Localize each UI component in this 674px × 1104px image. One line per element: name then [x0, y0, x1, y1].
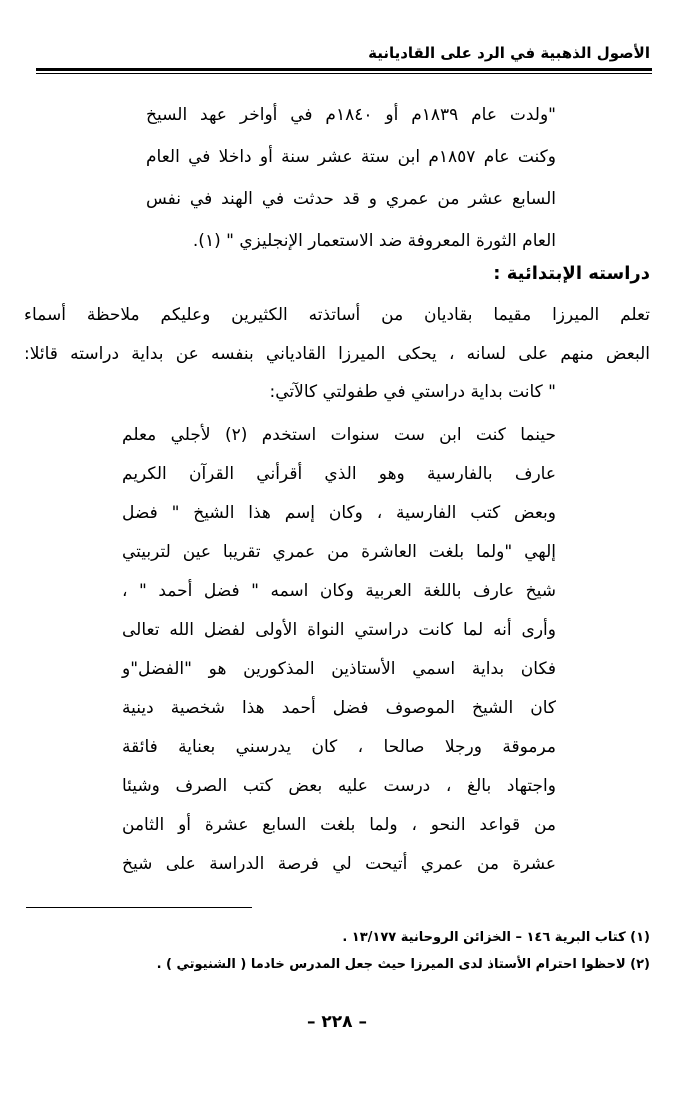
body-line-1: "ولدت عام ١٨٣٩م أو ١٨٤٠م في أواخر عهد السيخ [146, 105, 556, 125]
body-line-3: السابع عشر من عمري و قد حدثت في الهند في نفس [146, 189, 556, 209]
body-line-11: وبعض كتب الفارسية ، وكان إسم هذا الشيخ " فضل [122, 503, 556, 523]
body-line-16: كان الشيخ الموصوف فضل أحمد هذا شخصية دينية [122, 698, 556, 718]
body-line-13: شيخ عارف باللغة العربية وكان اسمه " فضل أحمد " ، [122, 581, 556, 601]
body-line-17: مرموقة ورجلا صالحا ، كان يدرسني بعناية فائقة [122, 737, 556, 757]
body-line-14: وأرى أنه لما كانت دراستي النواة الأولى لفضل الله تعالى [122, 620, 556, 640]
body-line-10: عارف بالفارسية وهو الذي أقرأني القرآن الكريم [122, 464, 556, 484]
section-heading: دراسته الإبتدائية : [493, 263, 650, 284]
body-line-18: واجتهاد بالغ ، درست عليه بعض كتب الصرف وشيئا [122, 776, 556, 796]
footnote-2: (٢) لاحظوا احترام الأستاذ لدى الميرزا حيث جعل المدرس خادما ( الشنيوتي ) . [156, 957, 650, 972]
footnote-separator [26, 907, 252, 908]
running-header-title: الأصول الذهبية في الرد على القاديانية [368, 44, 650, 62]
body-line-20: عشرة من عمري أتيحت لي فرصة الدراسة على شيخ [122, 854, 556, 874]
header-rule-thick [36, 68, 652, 71]
body-line-6: تعلم الميرزا مقيما بقاديان من أساتذته الكثيرين وعليكم ملاحظة أسماء [24, 305, 650, 325]
footnote-1: (١) كتاب البرية ١٤٦ – الخزائن الروحانية ١٣/١٧٧ . [342, 930, 650, 945]
body-line-9: حينما كنت ابن ست سنوات استخدم (٢) لأجلي معلم [122, 425, 556, 445]
body-line-7: البعض منهم على لسانه ، يحكى الميرزا القادياني بنفسه عن بداية دراسته قائلا: [24, 344, 650, 364]
body-line-12: إلهي "ولما بلغت العاشرة من عمري تقريبا عين لتربيتي [122, 542, 556, 562]
header-rule-thin [36, 73, 652, 74]
body-line-19: من قواعد النحو ، ولما بلغت السابع عشرة أو الثامن [122, 815, 556, 835]
page-number: – ٢٢٨ – [307, 1012, 367, 1032]
quote-intro-line: " كانت بداية دراستي في طفولتي كالآتي: [269, 382, 556, 402]
body-line-15: فكان بداية اسمي الأستاذين المذكورين هو "الفضل"و [122, 659, 556, 679]
body-line-2: وكنت عام ١٨٥٧م ابن ستة عشر سنة أو داخلا في العام [146, 147, 556, 167]
body-line-4: العام الثورة المعروفة ضد الاستعمار الإنجليزي " (١). [192, 231, 556, 251]
